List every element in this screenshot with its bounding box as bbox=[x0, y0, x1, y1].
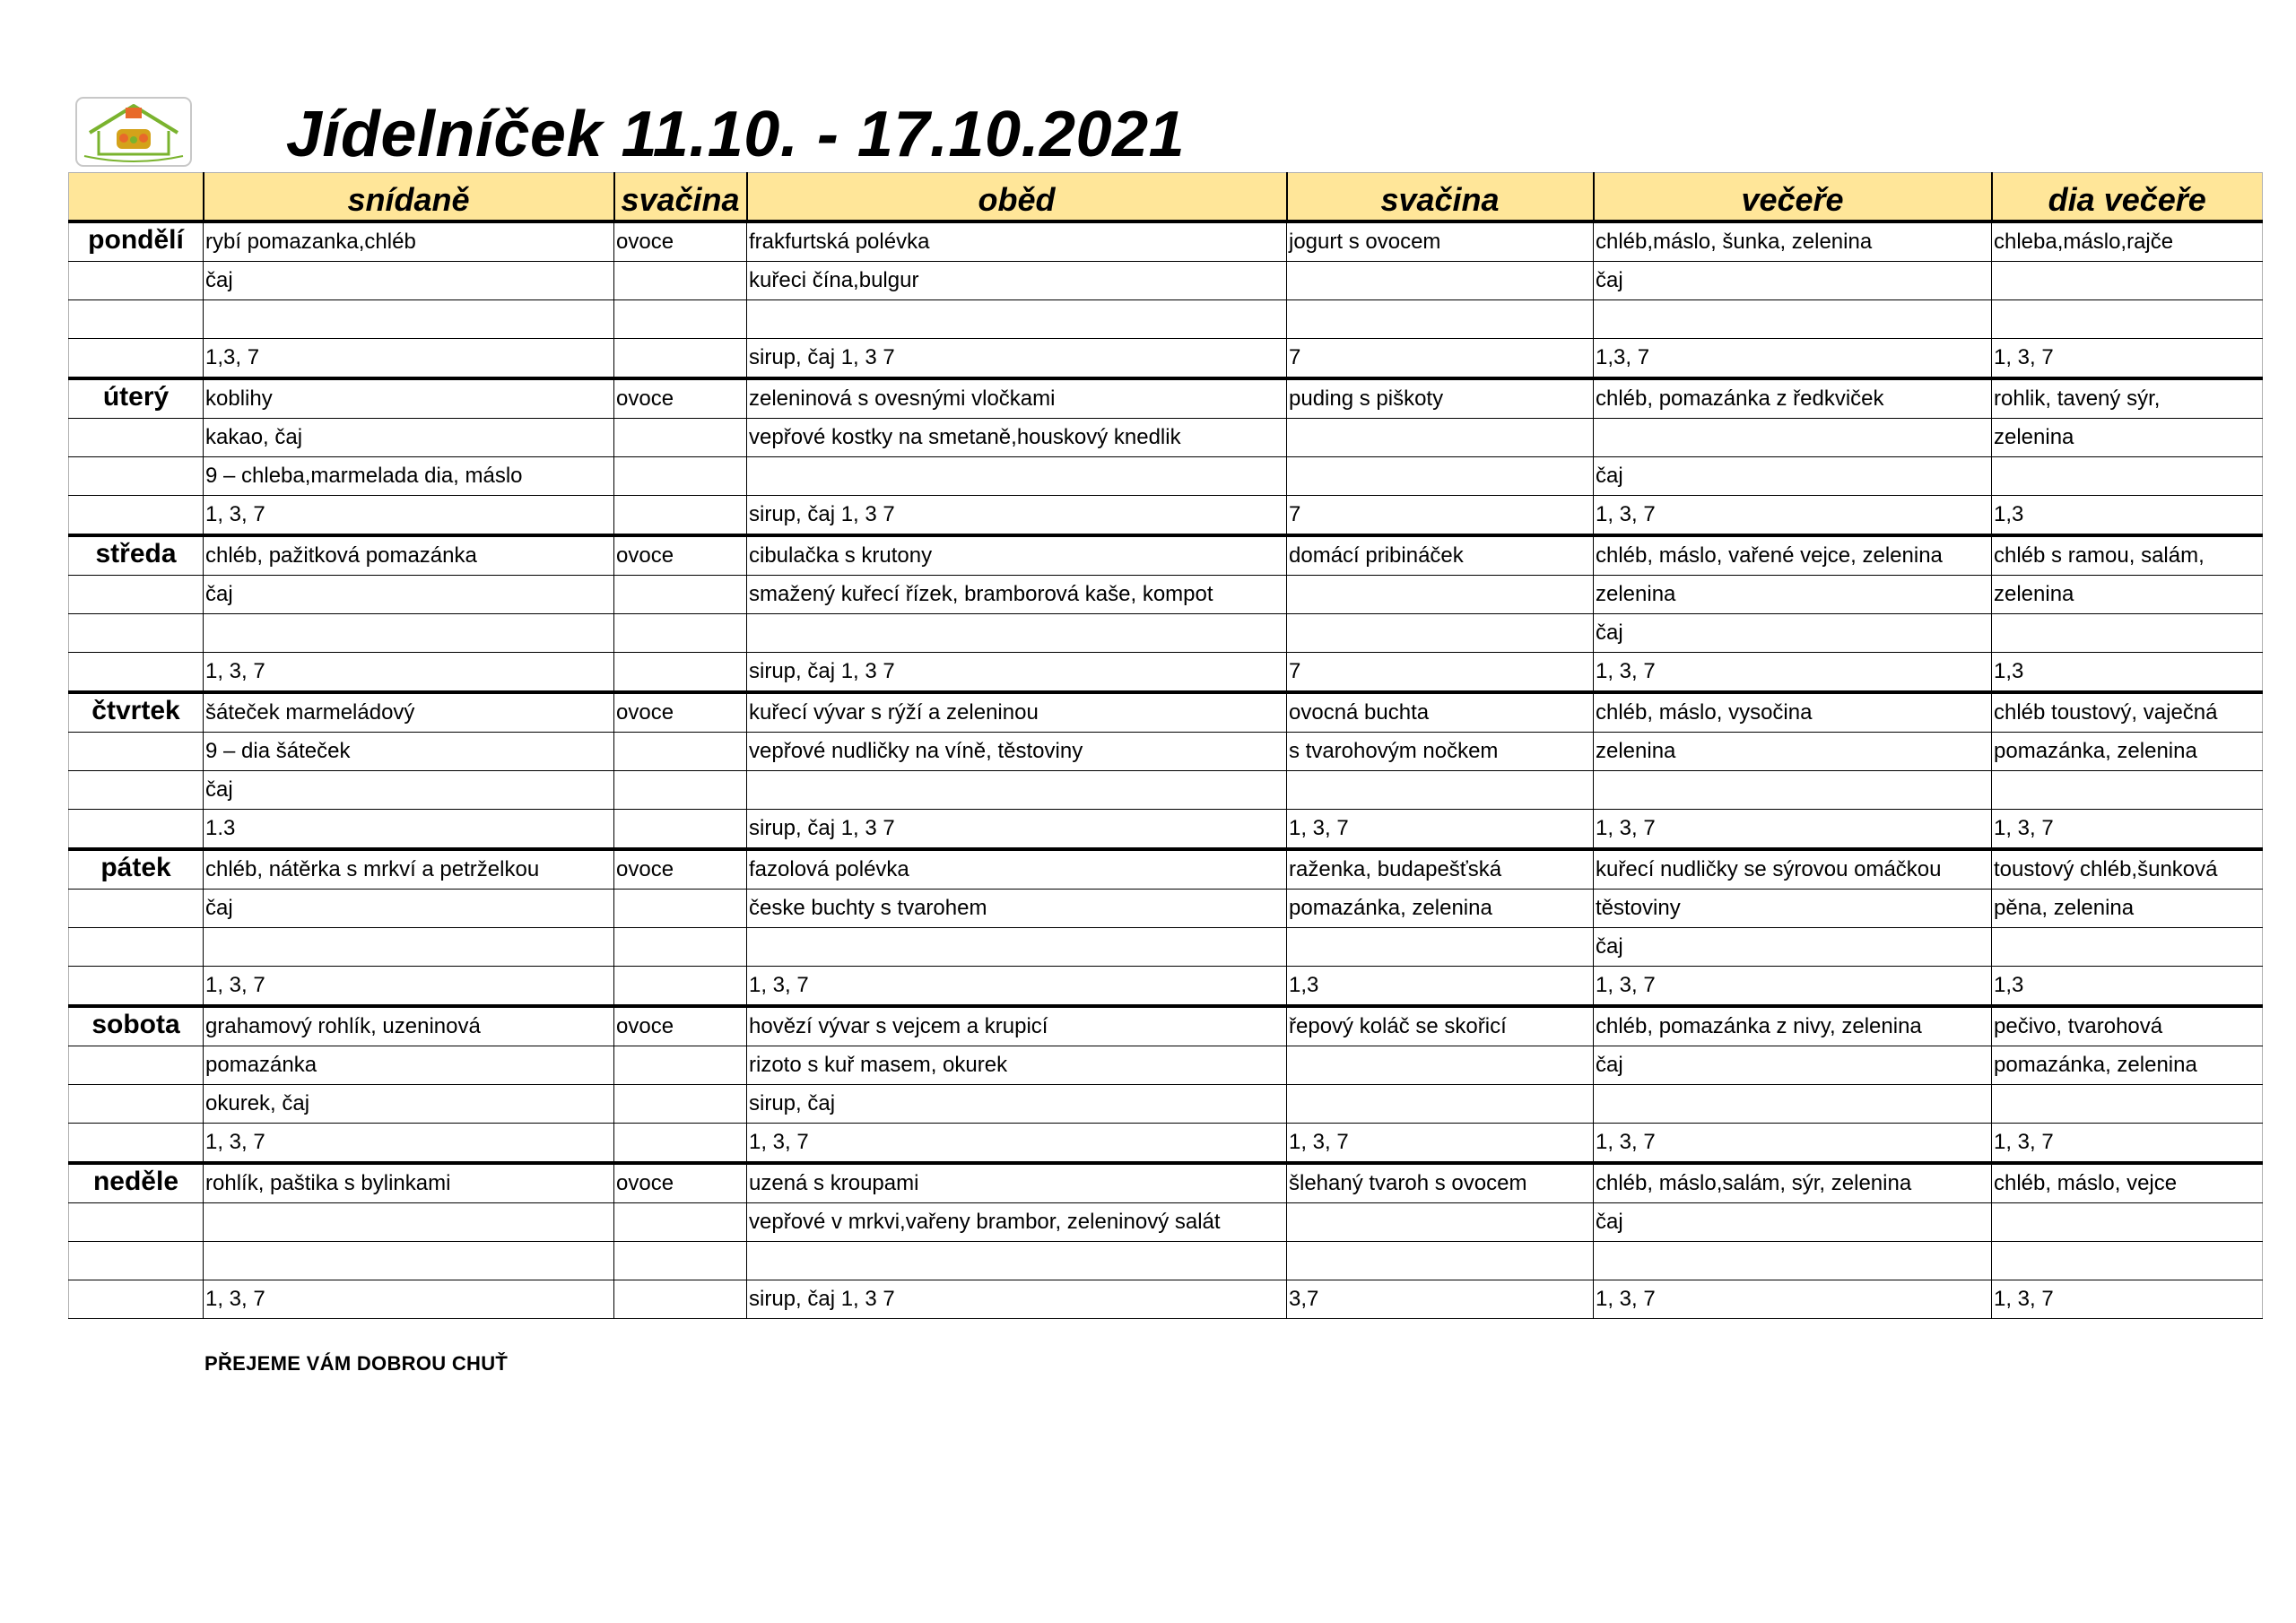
cell-afternoon-snack bbox=[1287, 576, 1594, 614]
cell-lunch: sirup, čaj bbox=[747, 1085, 1287, 1124]
cell-breakfast: čaj bbox=[204, 890, 614, 928]
cell-breakfast bbox=[204, 614, 614, 653]
cell-morning-snack: ovoce bbox=[614, 849, 747, 890]
table-row bbox=[69, 1124, 2263, 1164]
cell-dia-dinner: zelenina bbox=[1992, 419, 2263, 457]
table-row bbox=[69, 1242, 2263, 1280]
cell-morning-snack: ovoce bbox=[614, 378, 747, 419]
cell-lunch: uzená s kroupami bbox=[747, 1163, 1287, 1203]
cell-lunch bbox=[747, 928, 1287, 967]
cell-lunch: 1, 3, 7 bbox=[747, 1124, 1287, 1164]
cell-lunch: vepřové kostky na smetaně,houskový knedlik bbox=[747, 419, 1287, 457]
table-row bbox=[69, 1046, 2263, 1085]
day-cell-empty bbox=[69, 890, 204, 928]
table-row bbox=[69, 1085, 2263, 1124]
header-dia-dinner: dia večeře bbox=[1992, 173, 2263, 222]
cell-dia-dinner: 1, 3, 7 bbox=[1992, 1124, 2263, 1164]
cell-dia-dinner bbox=[1992, 928, 2263, 967]
cell-afternoon-snack: řepový koláč se skořicí bbox=[1287, 1006, 1594, 1046]
day-label: pondělí bbox=[69, 221, 204, 262]
cell-breakfast bbox=[204, 300, 614, 339]
day-cell-empty bbox=[69, 1242, 204, 1280]
cell-lunch: hovězí vývar s vejcem a krupicí bbox=[747, 1006, 1287, 1046]
cell-dinner: 1,3, 7 bbox=[1594, 339, 1992, 379]
cell-breakfast: okurek, čaj bbox=[204, 1085, 614, 1124]
cell-breakfast: rohlík, paštika s bylinkami bbox=[204, 1163, 614, 1203]
cell-morning-snack bbox=[614, 771, 747, 810]
table-row bbox=[69, 221, 2263, 262]
cell-dinner: chléb, máslo, vysočina bbox=[1594, 692, 1992, 733]
cell-morning-snack bbox=[614, 300, 747, 339]
cell-breakfast: šáteček marmeládový bbox=[204, 692, 614, 733]
cell-dia-dinner bbox=[1992, 614, 2263, 653]
cell-dia-dinner bbox=[1992, 262, 2263, 300]
cell-dinner: zelenina bbox=[1594, 576, 1992, 614]
day-cell-empty bbox=[69, 810, 204, 850]
footer-note: PŘEJEME VÁM DOBROU CHUŤ bbox=[204, 1352, 509, 1375]
cell-lunch: cibulačka s krutony bbox=[747, 535, 1287, 576]
table-row bbox=[69, 576, 2263, 614]
day-cell-empty bbox=[69, 496, 204, 536]
table-row bbox=[69, 967, 2263, 1007]
cell-dia-dinner: toustový chléb,šunková bbox=[1992, 849, 2263, 890]
cell-lunch: frakfurtská polévka bbox=[747, 221, 1287, 262]
cell-dia-dinner: zelenina bbox=[1992, 576, 2263, 614]
day-cell-empty bbox=[69, 300, 204, 339]
cell-lunch: sirup, čaj 1, 3 7 bbox=[747, 653, 1287, 693]
cell-lunch: fazolová polévka bbox=[747, 849, 1287, 890]
day-cell-empty bbox=[69, 339, 204, 379]
table-row bbox=[69, 653, 2263, 693]
cell-dinner bbox=[1594, 300, 1992, 339]
cell-morning-snack bbox=[614, 928, 747, 967]
table-row bbox=[69, 457, 2263, 496]
cell-lunch: smažený kuřecí řízek, bramborová kaše, kompot bbox=[747, 576, 1287, 614]
table-row bbox=[69, 300, 2263, 339]
cell-dia-dinner bbox=[1992, 1085, 2263, 1124]
cell-afternoon-snack: 3,7 bbox=[1287, 1280, 1594, 1319]
cell-morning-snack bbox=[614, 1085, 747, 1124]
day-label: pátek bbox=[69, 849, 204, 890]
header-breakfast: snídaně bbox=[204, 173, 614, 222]
cell-dinner: chléb, pomazánka z nivy, zelenina bbox=[1594, 1006, 1992, 1046]
cell-lunch: rizoto s kuř masem, okurek bbox=[747, 1046, 1287, 1085]
cell-dia-dinner: chléb s ramou, salám, bbox=[1992, 535, 2263, 576]
cell-dinner bbox=[1594, 419, 1992, 457]
cell-dinner: čaj bbox=[1594, 1046, 1992, 1085]
meal-plan-table bbox=[68, 172, 2263, 1319]
cell-breakfast: pomazánka bbox=[204, 1046, 614, 1085]
cell-afternoon-snack bbox=[1287, 771, 1594, 810]
cell-breakfast: 1.3 bbox=[204, 810, 614, 850]
day-cell-empty bbox=[69, 262, 204, 300]
cell-breakfast: rybí pomazanka,chléb bbox=[204, 221, 614, 262]
cell-lunch: česke buchty s tvarohem bbox=[747, 890, 1287, 928]
cell-dia-dinner: chleba,máslo,rajče bbox=[1992, 221, 2263, 262]
cell-morning-snack bbox=[614, 339, 747, 379]
cell-dinner: kuřecí nudličky se sýrovou omáčkou bbox=[1594, 849, 1992, 890]
cell-afternoon-snack bbox=[1287, 262, 1594, 300]
cell-afternoon-snack: 1, 3, 7 bbox=[1287, 1124, 1594, 1164]
cell-breakfast: 1, 3, 7 bbox=[204, 1280, 614, 1319]
day-cell-empty bbox=[69, 1280, 204, 1319]
cell-morning-snack bbox=[614, 1203, 747, 1242]
cell-lunch: sirup, čaj 1, 3 7 bbox=[747, 1280, 1287, 1319]
cell-lunch bbox=[747, 300, 1287, 339]
cell-breakfast: 1, 3, 7 bbox=[204, 967, 614, 1007]
cell-morning-snack: ovoce bbox=[614, 535, 747, 576]
table-row bbox=[69, 535, 2263, 576]
cell-dinner: čaj bbox=[1594, 1203, 1992, 1242]
cell-morning-snack bbox=[614, 457, 747, 496]
cell-afternoon-snack bbox=[1287, 1046, 1594, 1085]
cell-lunch bbox=[747, 457, 1287, 496]
cell-afternoon-snack: 1, 3, 7 bbox=[1287, 810, 1594, 850]
cell-breakfast: chléb, pažitková pomazánka bbox=[204, 535, 614, 576]
cell-dinner: 1, 3, 7 bbox=[1594, 967, 1992, 1007]
cell-afternoon-snack bbox=[1287, 1085, 1594, 1124]
cell-morning-snack bbox=[614, 810, 747, 850]
cell-afternoon-snack bbox=[1287, 928, 1594, 967]
cell-lunch: vepřové v mrkvi,vařeny brambor, zeleninový salát bbox=[747, 1203, 1287, 1242]
day-cell-empty bbox=[69, 1124, 204, 1164]
header-row bbox=[69, 173, 2263, 222]
day-label: čtvrtek bbox=[69, 692, 204, 733]
table-row bbox=[69, 378, 2263, 419]
cell-dia-dinner: pečivo, tvarohová bbox=[1992, 1006, 2263, 1046]
cell-dia-dinner bbox=[1992, 771, 2263, 810]
cell-lunch: sirup, čaj 1, 3 7 bbox=[747, 496, 1287, 536]
cell-dinner: čaj bbox=[1594, 928, 1992, 967]
cell-lunch bbox=[747, 771, 1287, 810]
table-row bbox=[69, 849, 2263, 890]
day-label: úterý bbox=[69, 378, 204, 419]
table-row bbox=[69, 733, 2263, 771]
cell-dia-dinner bbox=[1992, 457, 2263, 496]
day-cell-empty bbox=[69, 1046, 204, 1085]
cell-dia-dinner: 1, 3, 7 bbox=[1992, 339, 2263, 379]
cell-dinner: čaj bbox=[1594, 262, 1992, 300]
cell-dia-dinner: pěna, zelenina bbox=[1992, 890, 2263, 928]
cell-afternoon-snack: raženka, budapešťská bbox=[1287, 849, 1594, 890]
cell-dia-dinner bbox=[1992, 300, 2263, 339]
cell-breakfast: koblihy bbox=[204, 378, 614, 419]
cell-dinner: chléb, pomazánka z ředkviček bbox=[1594, 378, 1992, 419]
cell-breakfast: 1, 3, 7 bbox=[204, 1124, 614, 1164]
cell-dinner: 1, 3, 7 bbox=[1594, 810, 1992, 850]
cell-morning-snack bbox=[614, 419, 747, 457]
cell-breakfast bbox=[204, 1242, 614, 1280]
cell-dinner: 1, 3, 7 bbox=[1594, 1280, 1992, 1319]
table-row bbox=[69, 496, 2263, 536]
table-row bbox=[69, 928, 2263, 967]
cell-afternoon-snack bbox=[1287, 614, 1594, 653]
header-lunch: oběd bbox=[747, 173, 1287, 222]
cell-dinner: 1, 3, 7 bbox=[1594, 1124, 1992, 1164]
table-row bbox=[69, 339, 2263, 379]
cell-dinner: chléb,máslo, šunka, zelenina bbox=[1594, 221, 1992, 262]
cell-morning-snack bbox=[614, 576, 747, 614]
day-cell-empty bbox=[69, 928, 204, 967]
cell-lunch bbox=[747, 1242, 1287, 1280]
day-cell-empty bbox=[69, 771, 204, 810]
cell-dinner: čaj bbox=[1594, 614, 1992, 653]
cell-lunch: zeleninová s ovesnými vločkami bbox=[747, 378, 1287, 419]
cell-dia-dinner bbox=[1992, 1203, 2263, 1242]
table-row bbox=[69, 262, 2263, 300]
cell-morning-snack bbox=[614, 890, 747, 928]
table-row bbox=[69, 810, 2263, 850]
cell-lunch: kuřecí vývar s rýží a zeleninou bbox=[747, 692, 1287, 733]
day-cell-empty bbox=[69, 653, 204, 693]
day-cell-empty bbox=[69, 1085, 204, 1124]
header-dinner: večeře bbox=[1594, 173, 1992, 222]
table-row bbox=[69, 1203, 2263, 1242]
cell-breakfast: čaj bbox=[204, 771, 614, 810]
cell-afternoon-snack bbox=[1287, 1203, 1594, 1242]
table-row bbox=[69, 419, 2263, 457]
day-cell-empty bbox=[69, 576, 204, 614]
cell-dia-dinner: 1, 3, 7 bbox=[1992, 810, 2263, 850]
cell-breakfast: 9 – chleba,marmelada dia, máslo bbox=[204, 457, 614, 496]
cell-afternoon-snack: 1,3 bbox=[1287, 967, 1594, 1007]
table-row bbox=[69, 614, 2263, 653]
cell-breakfast: 1,3, 7 bbox=[204, 339, 614, 379]
cell-afternoon-snack: s tvarohovým nočkem bbox=[1287, 733, 1594, 771]
header-afternoon-snack: svačina bbox=[1287, 173, 1594, 222]
cell-dinner bbox=[1594, 1085, 1992, 1124]
cell-dia-dinner bbox=[1992, 1242, 2263, 1280]
table-row bbox=[69, 1163, 2263, 1203]
cell-afternoon-snack bbox=[1287, 419, 1594, 457]
cell-lunch: sirup, čaj 1, 3 7 bbox=[747, 339, 1287, 379]
cell-afternoon-snack: puding s piškoty bbox=[1287, 378, 1594, 419]
cell-morning-snack bbox=[614, 653, 747, 693]
cell-lunch: 1, 3, 7 bbox=[747, 967, 1287, 1007]
cell-afternoon-snack bbox=[1287, 1242, 1594, 1280]
day-cell-empty bbox=[69, 733, 204, 771]
cell-dinner: 1, 3, 7 bbox=[1594, 496, 1992, 536]
day-cell-empty bbox=[69, 457, 204, 496]
cell-morning-snack: ovoce bbox=[614, 1006, 747, 1046]
cell-dinner: 1, 3, 7 bbox=[1594, 653, 1992, 693]
cell-lunch: kuřeci čína,bulgur bbox=[747, 262, 1287, 300]
cell-morning-snack bbox=[614, 1280, 747, 1319]
cell-afternoon-snack: ovocná buchta bbox=[1287, 692, 1594, 733]
table-row bbox=[69, 692, 2263, 733]
cell-afternoon-snack bbox=[1287, 457, 1594, 496]
cell-breakfast: chléb, nátěrka s mrkví a petrželkou bbox=[204, 849, 614, 890]
cell-morning-snack bbox=[614, 1046, 747, 1085]
cell-dinner: čaj bbox=[1594, 457, 1992, 496]
cell-afternoon-snack: domácí pribináček bbox=[1287, 535, 1594, 576]
cell-breakfast: 1, 3, 7 bbox=[204, 496, 614, 536]
cell-dia-dinner: pomazánka, zelenina bbox=[1992, 733, 2263, 771]
cell-dinner: chléb, máslo, vařené vejce, zelenina bbox=[1594, 535, 1992, 576]
cell-dinner: těstoviny bbox=[1594, 890, 1992, 928]
cell-dia-dinner: 1,3 bbox=[1992, 967, 2263, 1007]
day-label: neděle bbox=[69, 1163, 204, 1203]
cell-breakfast bbox=[204, 1203, 614, 1242]
cell-morning-snack: ovoce bbox=[614, 221, 747, 262]
cell-morning-snack bbox=[614, 496, 747, 536]
page-title: Jídelníček 11.10. - 17.10.2021 bbox=[285, 99, 1186, 170]
day-cell-empty bbox=[69, 967, 204, 1007]
cell-afternoon-snack: šlehaný tvaroh s ovocem bbox=[1287, 1163, 1594, 1203]
cell-dia-dinner: chléb toustový, vaječná bbox=[1992, 692, 2263, 733]
day-cell-empty bbox=[69, 419, 204, 457]
cell-morning-snack bbox=[614, 967, 747, 1007]
cell-dia-dinner: rohlik, tavený sýr, bbox=[1992, 378, 2263, 419]
cell-afternoon-snack: 7 bbox=[1287, 496, 1594, 536]
cell-morning-snack bbox=[614, 614, 747, 653]
cell-breakfast: čaj bbox=[204, 576, 614, 614]
cell-dia-dinner: 1, 3, 7 bbox=[1992, 1280, 2263, 1319]
cell-breakfast: grahamový rohlík, uzeninová bbox=[204, 1006, 614, 1046]
cell-morning-snack: ovoce bbox=[614, 1163, 747, 1203]
cell-lunch: sirup, čaj 1, 3 7 bbox=[747, 810, 1287, 850]
cell-breakfast: 1, 3, 7 bbox=[204, 653, 614, 693]
cell-morning-snack bbox=[614, 1124, 747, 1164]
table-row bbox=[69, 1280, 2263, 1319]
cell-dia-dinner: pomazánka, zelenina bbox=[1992, 1046, 2263, 1085]
cell-dinner bbox=[1594, 771, 1992, 810]
cell-afternoon-snack: 7 bbox=[1287, 653, 1594, 693]
cell-morning-snack bbox=[614, 1242, 747, 1280]
cell-afternoon-snack: jogurt s ovocem bbox=[1287, 221, 1594, 262]
cell-morning-snack: ovoce bbox=[614, 692, 747, 733]
cell-dinner bbox=[1594, 1242, 1992, 1280]
header-day bbox=[69, 173, 204, 222]
day-cell-empty bbox=[69, 614, 204, 653]
cell-breakfast: kakao, čaj bbox=[204, 419, 614, 457]
cell-afternoon-snack bbox=[1287, 300, 1594, 339]
cell-dia-dinner: chléb, máslo, vejce bbox=[1992, 1163, 2263, 1203]
table-row bbox=[69, 1006, 2263, 1046]
cell-dia-dinner: 1,3 bbox=[1992, 653, 2263, 693]
cell-breakfast: 9 – dia šáteček bbox=[204, 733, 614, 771]
cell-breakfast: čaj bbox=[204, 262, 614, 300]
header-morning-snack: svačina bbox=[614, 173, 747, 222]
cell-morning-snack bbox=[614, 733, 747, 771]
cell-dia-dinner: 1,3 bbox=[1992, 496, 2263, 536]
cell-breakfast bbox=[204, 928, 614, 967]
cell-lunch bbox=[747, 614, 1287, 653]
cell-afternoon-snack: 7 bbox=[1287, 339, 1594, 379]
day-label: sobota bbox=[69, 1006, 204, 1046]
table-row bbox=[69, 771, 2263, 810]
day-cell-empty bbox=[69, 1203, 204, 1242]
cell-dinner: chléb, máslo,salám, sýr, zelenina bbox=[1594, 1163, 1992, 1203]
day-label: středa bbox=[69, 535, 204, 576]
cell-afternoon-snack: pomazánka, zelenina bbox=[1287, 890, 1594, 928]
cell-dinner: zelenina bbox=[1594, 733, 1992, 771]
cell-lunch: vepřové nudličky na víně, těstoviny bbox=[747, 733, 1287, 771]
cell-morning-snack bbox=[614, 262, 747, 300]
table-row bbox=[69, 890, 2263, 928]
